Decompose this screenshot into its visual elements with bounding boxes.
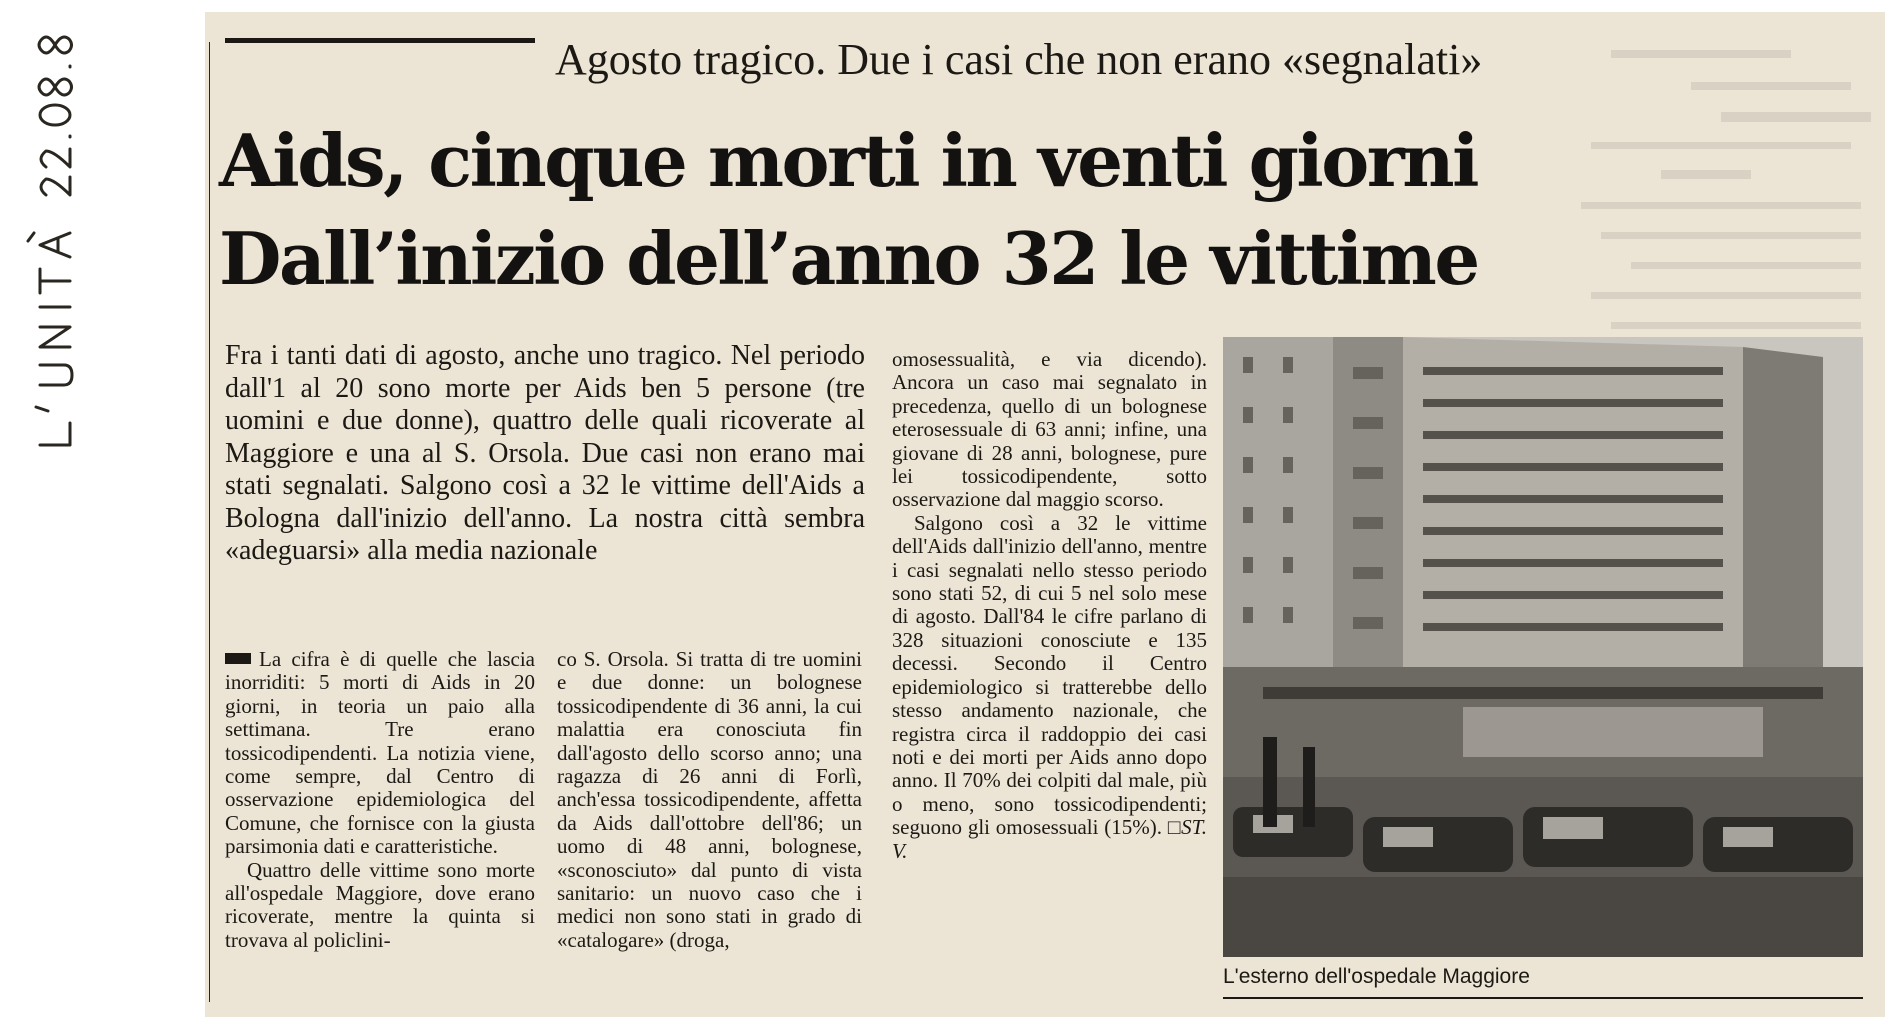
column-3-paragraph-2 bbox=[892, 512, 1207, 863]
handwritten-date-note bbox=[22, 30, 92, 460]
article-column-2 bbox=[557, 648, 862, 952]
column-3-paragraph-2-text: Salgono così a 32 le vittime dell'Aids dall'inizio dell'anno, mentre i casi segnalati nello stesso periodo sono stati 52, di cui 5 nel solo mese di agosto. Dall'84 le cifre parlano di 328 situazioni conosciute e 135 decessi. Secondo il Centro epidemiologico si tratterebbe dello stesso andamento nazionale, che registra circa il raddoppio dei casi noti e dei morti per Aids anno dopo anno. Il 70% dei colpiti dal male, più o meno, sono tossicodipendenti; seguono gli omosessuali (15%). bbox=[892, 510, 1207, 840]
article-column-1 bbox=[225, 648, 535, 952]
paragraph-bullet-icon bbox=[225, 653, 251, 664]
column-1-paragraph-1 bbox=[225, 648, 535, 859]
caption-rule bbox=[1223, 997, 1863, 999]
article-column-3 bbox=[892, 348, 1207, 863]
hospital-photo bbox=[1223, 337, 1863, 957]
column-2-paragraph-1: co S. Orsola. Si tratta di tre uomini e due donne: un bolognese tossicodipendente di 36 anni, la cui malattia era conosciuta fin dall'agosto dello scorso anno; una ragazza di 26 anni di Forlì, anch'essa tossicodipendente, affetta da Aids dall'ottobre dell'86; un uomo di 48 anni, bolognese, «sconosciuto» dal punto di vista sanitario: un nuovo caso che i medici non sono stati in grado di «catalogare» (droga, bbox=[557, 647, 862, 952]
headline-line-2: Dall’inizio dell’anno 32 le vittime bbox=[219, 216, 1478, 301]
photo-caption: L'esterno dell'ospedale Maggiore bbox=[1223, 965, 1530, 988]
article-kicker: Agosto tragico. Due i casi che non erano «segnalati» bbox=[555, 35, 1483, 84]
kicker-rule bbox=[225, 38, 535, 43]
hospital-building-image bbox=[1223, 337, 1863, 957]
article-lead: Fra i tanti dati di agosto, anche uno tragico. Nel periodo dall'1 al 20 sono morte per Aids ben 5 persone (tre uomini e due donne), quattro delle quali ricoverate al Maggiore e una al S. Orsola. Due casi non erano mai stati segnalati. Salgono così a 32 le vittime dell'Aids a Bologna dall'inizio dell'anno. La nostra città sembra «adeguarsi» alla media nazionale bbox=[225, 340, 865, 566]
handwritten-note-drawing bbox=[22, 30, 92, 460]
column-rule bbox=[209, 42, 210, 1002]
article-headline bbox=[219, 112, 1559, 308]
headline-line-1: Aids, cinque morti in venti giorni bbox=[219, 118, 1477, 203]
author-signature: □ST. V. bbox=[892, 815, 1207, 863]
column-1-paragraph-1-text: La cifra è di quelle che lascia inorriditi: 5 morti di Aids in 20 giorni, in teoria un paio alla settimana. Tre erano tossicodipendenti. La notizia viene, come sempre, dal Centro di osservazione epidemiologica del Comune, che fornisce con la giusta parsimonia dati e caratteristiche. bbox=[225, 647, 535, 859]
column-3-paragraph-1: omosessualità, e via dicendo). Ancora un caso mai segnalato in precedenza, quello di un bolognese eterosessuale di 63 anni; infine, una giovane di 28 anni, bolognese, pure lei tossicodipendente, sotto osservazione dal maggio scorso. bbox=[892, 347, 1207, 512]
newspaper-clipping bbox=[205, 12, 1885, 1017]
column-1-paragraph-2: Quattro delle vittime sono morte all'ospedale Maggiore, dove erano ricoverate, mentre la quinta si trovava al policlini- bbox=[225, 857, 535, 952]
